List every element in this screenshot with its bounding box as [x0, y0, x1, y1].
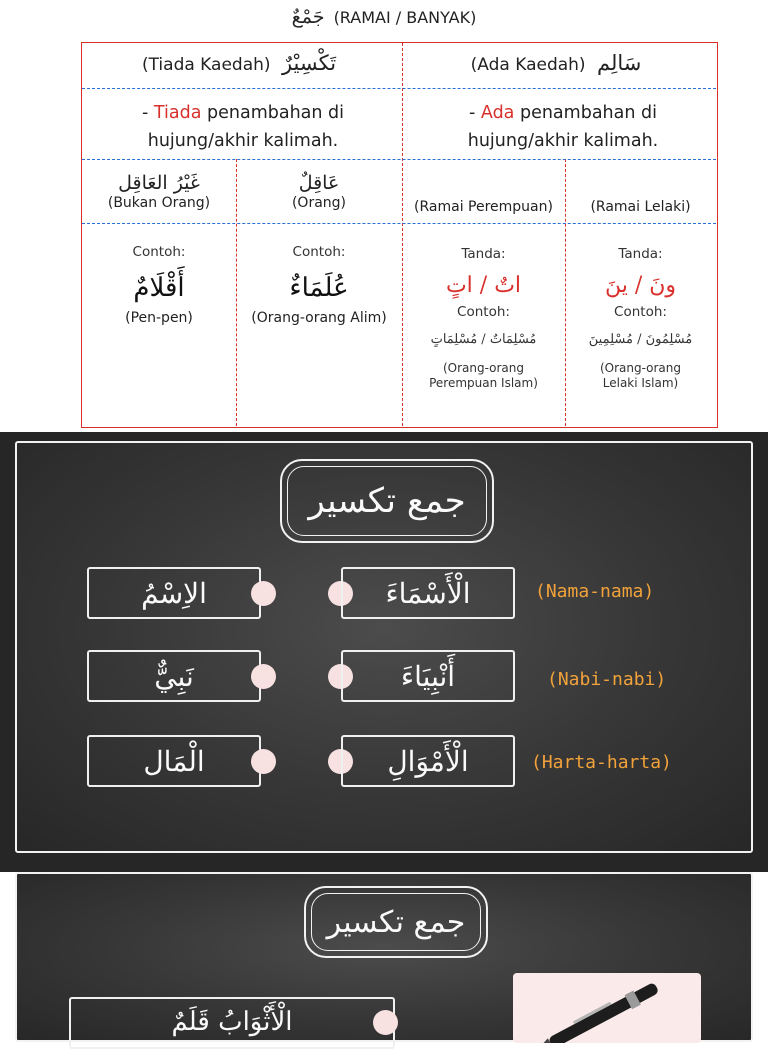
singular-word-box: الْمَال [87, 735, 261, 787]
pen-icon [513, 973, 701, 1043]
description-salim [432, 99, 694, 155]
connector-dot [251, 749, 276, 774]
chalkboard-panel-1 [15, 441, 753, 853]
board-title: جمع تكسير [311, 893, 481, 951]
subheader-label: (Bukan Orang) [107, 195, 211, 211]
description-taksir [112, 99, 374, 155]
subheader-bukan-orang [82, 171, 236, 211]
pen-card [513, 973, 701, 1043]
singular-word-box: الاِسْمُ [87, 567, 261, 619]
example-arabic: مُسْلِمَاتٌ / مُسْلِمَاتٍ [430, 332, 537, 347]
plural-types-table [81, 42, 718, 428]
document-title [0, 6, 768, 28]
column-orang [236, 241, 402, 326]
sign-arabic: اتٌ / اتٍ [445, 273, 522, 298]
board-title: جمع تكسير [287, 466, 487, 536]
plural-word-box: الْأَسْمَاءَ [341, 567, 515, 619]
example-meaning: (Orang-orang Lelaki Islam) [599, 361, 682, 390]
plural-word-box: أَنْبِيَاءَ [341, 650, 515, 702]
subheader-label: (Ramai Lelaki) [590, 199, 691, 215]
title-arabic: جَمْعٌ [291, 6, 325, 28]
word-box: الْأَثْوَابُ قَلَمٌ [69, 997, 395, 1049]
subheader-arabic: غَيْرُ العَاقِل [118, 172, 200, 194]
desc-text: penambahan di hujung/akhir kalimah. [147, 103, 345, 151]
desc-text: penambahan di hujung/akhir kalimah. [467, 103, 659, 151]
title-frame [304, 886, 488, 958]
subheader-label: (Orang) [291, 195, 347, 211]
tanda-label: Tanda: [618, 246, 663, 262]
example-meaning: (Pen-pen) [125, 310, 193, 326]
title-latin: (RAMAI / BANYAK) [333, 8, 477, 27]
connector-dot [251, 581, 276, 606]
subheader-ramai-perempuan [402, 199, 565, 215]
desc-prefix: - [141, 103, 154, 123]
singular-word-box: نَبِيٌّ [87, 650, 261, 702]
header-taksir-arabic: تَكْسِيْرٌ [281, 51, 337, 75]
contoh-label: Contoh: [292, 244, 346, 260]
header-taksir-latin: (Tiada Kaedah) [141, 55, 271, 75]
subheader-arabic: عَاقِلٌ [298, 172, 340, 194]
subheader-orang [236, 171, 402, 211]
example-arabic: مُسْلِمُونَ / مُسْلِمِينَ [588, 332, 693, 347]
connector-dot [373, 1010, 398, 1035]
column-bukan-orang [82, 241, 236, 326]
example-meaning: (Orang-orang Perempuan Islam) [429, 361, 538, 390]
meaning-label: (Nabi-nabi) [547, 669, 667, 690]
subheader-label: (Ramai Perempuan) [414, 199, 553, 215]
example-meaning: (Orang-orang Alim) [251, 310, 387, 326]
title-frame [280, 459, 494, 543]
plural-word-box: الْأَمْوَالِ [341, 735, 515, 787]
header-taksir [82, 51, 402, 75]
meaning-label: (Harta-harta) [531, 752, 672, 773]
connector-dot [251, 664, 276, 689]
column-ramai-lelaki [565, 243, 716, 391]
header-salim-latin: (Ada Kaedah) [470, 55, 586, 75]
header-salim [402, 51, 716, 75]
header-salim-arabic: سَالِم [596, 51, 642, 75]
desc-keyword: Tiada [153, 103, 202, 123]
contoh-label: Contoh: [614, 304, 667, 320]
contoh-label: Contoh: [132, 244, 186, 260]
tanda-label: Tanda: [461, 246, 506, 262]
header-rule [82, 88, 716, 89]
meaning-label: (Nama-nama) [535, 581, 655, 602]
subheader-ramai-lelaki [565, 199, 716, 215]
subheader-rule [82, 223, 716, 224]
example-arabic: عُلَمَاءٌ [289, 273, 349, 303]
grammar-chart-document [0, 0, 768, 432]
desc-prefix: - [469, 103, 481, 123]
column-ramai-perempuan [402, 243, 565, 391]
sign-arabic: ونَ / ينَ [604, 273, 677, 298]
example-arabic: أَقْلَامٌ [133, 273, 185, 303]
desc-keyword: Ada [480, 103, 515, 123]
description-rule [82, 159, 716, 160]
contoh-label: Contoh: [457, 304, 510, 320]
